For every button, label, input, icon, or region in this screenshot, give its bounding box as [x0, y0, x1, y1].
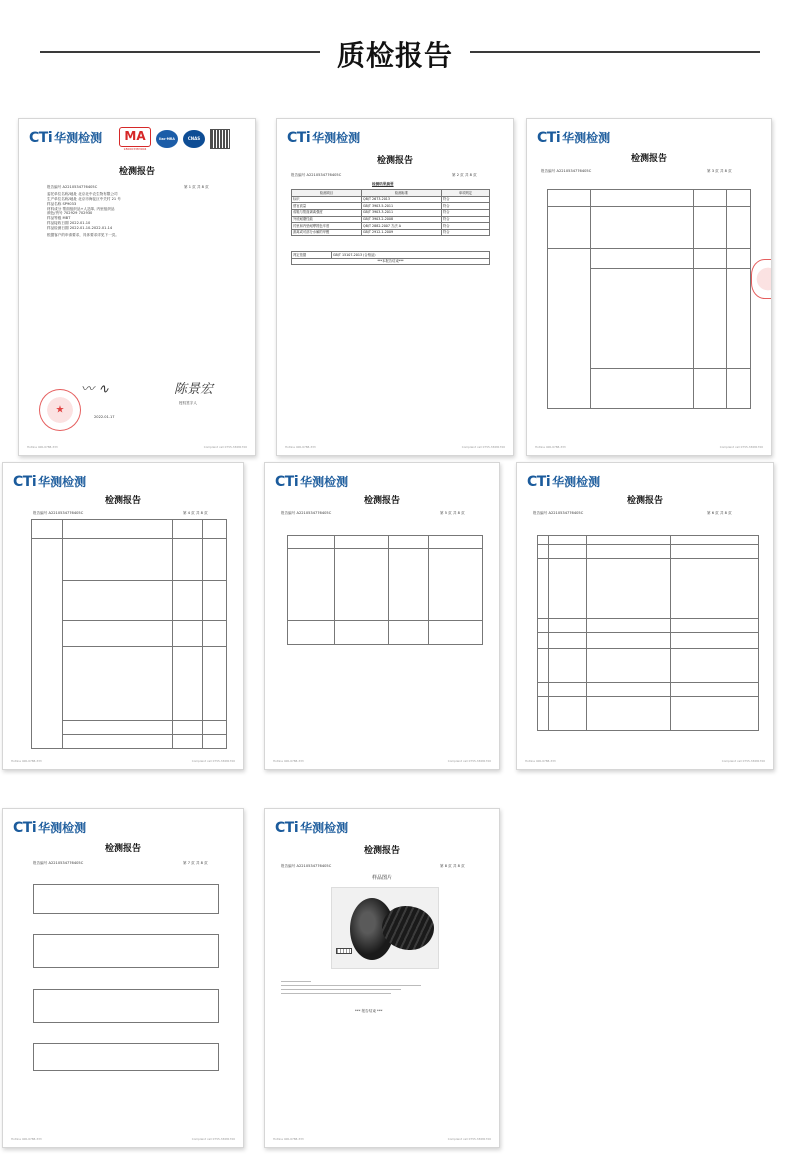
sample-info — [47, 192, 237, 238]
report-number: 报告编号 A2210534776405C — [47, 185, 98, 189]
rub-fastness-table — [33, 989, 219, 1023]
page-footer: Hotline 400-6788-333 Complaint call 0755-33681700 — [11, 1137, 235, 1142]
report-title: 检测报告 — [104, 496, 141, 506]
header-rule-left — [40, 51, 320, 53]
end-of-report: *** 报告结束 *** — [355, 1009, 383, 1013]
sample-image-label: 样品图片 — [371, 875, 392, 881]
header-rule-right — [470, 51, 760, 53]
test-detail-table — [547, 189, 751, 409]
page-footer: Hotline 400-6788-333 Complaint call 0755-33681700 — [273, 759, 491, 764]
info-line: 生产单位名称/地址 北京市海淀区中关村 21 号 — [47, 196, 121, 201]
cti-logo: CTi 华测检测 — [275, 474, 349, 490]
judgement-label: 判定依据 — [292, 252, 332, 259]
table-row — [292, 252, 490, 259]
report-title: 检测报告 — [363, 846, 400, 856]
report-page-1[interactable] — [18, 118, 256, 456]
report-number: 报告编号 A2210534776405C — [33, 861, 84, 865]
table-row: 游离或可部分水解的甲醛 GB/T 2912.1-2009 符合 — [292, 229, 490, 236]
page-footer: Hotline 400-6788-333 Complaint call 0755-33681700 — [273, 1137, 491, 1142]
report-page-3[interactable] — [526, 118, 772, 456]
info-line: 样品等级 MBT — [47, 216, 71, 221]
shoe-sole — [382, 906, 434, 950]
page-footer: Hotline 400-6788-333 Complaint call 0755-33681700 — [27, 445, 247, 450]
summary-table-title: 检测结果摘要 — [372, 182, 394, 186]
red-seal-stamp: ★ — [39, 389, 81, 431]
cti-logo: CTi 华测检测 — [13, 474, 87, 490]
info-line: 材料成分 帮面组织品+人造革, 内里组织品 — [47, 206, 115, 211]
approver-title: 授权签字人 — [179, 401, 197, 405]
ilac-mra-badge: ilac-MRA — [156, 130, 178, 148]
outsole-abrasion-table — [33, 934, 219, 968]
page-indicator: 第 5 页 共 8 页 — [440, 511, 465, 515]
table-row: 感官质量 GB/T 3903.5-2011 符合 — [292, 203, 490, 210]
page-indicator: 第 7 页 共 8 页 — [183, 861, 208, 865]
appearance-detail-table — [537, 535, 759, 731]
info-line: 委托单位名称/地址 北京北中农生物有限公司 — [47, 192, 118, 196]
ma-badge: MA 180003383904 — [119, 127, 151, 151]
table-row: 衬里和内垫耐摩擦色牢度 QB/T 2882-2007 方法 A 符合 — [292, 223, 490, 230]
signature-approver: 陈景宏 — [174, 382, 214, 397]
signature-image: 〰 ∿ — [81, 382, 110, 397]
report-page-5[interactable] — [264, 462, 500, 770]
table-row: 标识 QB/T 2673-2013 符合 — [292, 196, 490, 203]
cti-logo: CTi 华测检测 — [275, 820, 349, 836]
page-footer: Hotline 400-6788-333 Complaint call 0755-33681700 — [525, 759, 765, 764]
table-header-row — [292, 190, 490, 197]
formaldehyde-table — [33, 1043, 219, 1071]
report-number: 报告编号 A2210534776405C — [281, 864, 332, 868]
test-detail-table — [31, 519, 227, 749]
page-indicator: 第 1 页 共 8 页 — [184, 185, 209, 189]
cti-logo: CTi 华测检测 — [537, 130, 611, 146]
report-number: 报告编号 A2210534776405C — [291, 173, 342, 177]
column-header: 检测标准 — [362, 190, 442, 197]
cti-logo: CTi 华测检测 — [527, 474, 601, 490]
report-date: 2022.01.17 — [94, 415, 115, 419]
judgement-table — [291, 251, 490, 265]
page-footer: Hotline 400-6788-333 Complaint call 0755-33681700 — [285, 445, 505, 450]
table-row: 外底耐磨性能 GB/T 3903.2-2008 符合 — [292, 216, 490, 223]
report-page-4[interactable] — [2, 462, 244, 770]
info-line: 颜色/货号 702929 702930 — [47, 211, 93, 216]
cti-logo: CTi 华测检测 — [29, 130, 103, 146]
info-line: 样品接收日期 2022.01.10 — [47, 221, 91, 226]
page-indicator: 第 6 页 共 8 页 — [707, 511, 732, 515]
report-title: 检测报告 — [104, 844, 141, 854]
cnas-badge: CNAS — [183, 130, 205, 148]
report-title: 检测报告 — [376, 156, 413, 166]
measurement-ruler — [336, 948, 352, 954]
page-indicator: 第 4 页 共 8 页 — [183, 511, 208, 515]
peel-strength-table — [33, 884, 219, 914]
cti-logo: CTi 华测检测 — [287, 130, 361, 146]
page-footer: Hotline 400-6788-333 Complaint call 0755-33681700 — [535, 445, 763, 450]
sample-shoe-photo — [331, 887, 439, 969]
report-title: 检测报告 — [118, 167, 155, 177]
page-indicator: 第 2 页 共 8 页 — [452, 173, 477, 177]
report-page-2[interactable] — [276, 118, 514, 456]
column-header: 检测项目 — [292, 190, 362, 197]
page-header — [0, 0, 790, 100]
info-line: 样品名称 SP9033 — [47, 201, 77, 206]
page-footer: Hotline 400-6788-333 Complaint call 0755-33681700 — [11, 759, 235, 764]
appearance-table — [287, 535, 483, 645]
page-indicator: 第 3 页 共 8 页 — [707, 169, 732, 173]
report-number: 报告编号 A2210534776405C — [533, 511, 584, 515]
report-page-7[interactable] — [2, 808, 244, 1148]
qr-code-icon — [210, 129, 230, 149]
page-title: 质检报告 — [336, 39, 453, 72]
end-of-report: ***本报告结束*** — [292, 258, 490, 265]
cti-logo: CTi 华测检测 — [13, 820, 87, 836]
page-indicator: 第 8 页 共 8 页 — [440, 864, 465, 868]
report-number: 报告编号 A2210534776405C — [33, 511, 84, 515]
seam-seal-stamp — [751, 259, 772, 299]
table-row — [292, 258, 490, 265]
notes-block — [281, 981, 431, 997]
table-row: 成鞋与帮面剥离强度 GB/T 3903.3-2011 符合 — [292, 209, 490, 216]
report-page-8[interactable] — [264, 808, 500, 1148]
report-title: 检测报告 — [630, 154, 667, 164]
conclusion: 根据客户的申请要求，具体要求详见下一页。 — [47, 232, 119, 237]
judgement-value: GB/T 15107-2013 (合格品) — [332, 252, 490, 259]
summary-table — [291, 189, 490, 236]
report-number: 报告编号 A2210534776405C — [281, 511, 332, 515]
certification-badges — [119, 127, 230, 151]
report-page-6[interactable] — [516, 462, 774, 770]
report-number: 报告编号 A2210534776405C — [541, 169, 592, 173]
info-line: 样品检测日期 2022.01.10-2022.01.14 — [47, 225, 113, 230]
report-title: 检测报告 — [363, 496, 400, 506]
report-title: 检测报告 — [626, 496, 663, 506]
column-header: 单项判定 — [442, 190, 490, 197]
